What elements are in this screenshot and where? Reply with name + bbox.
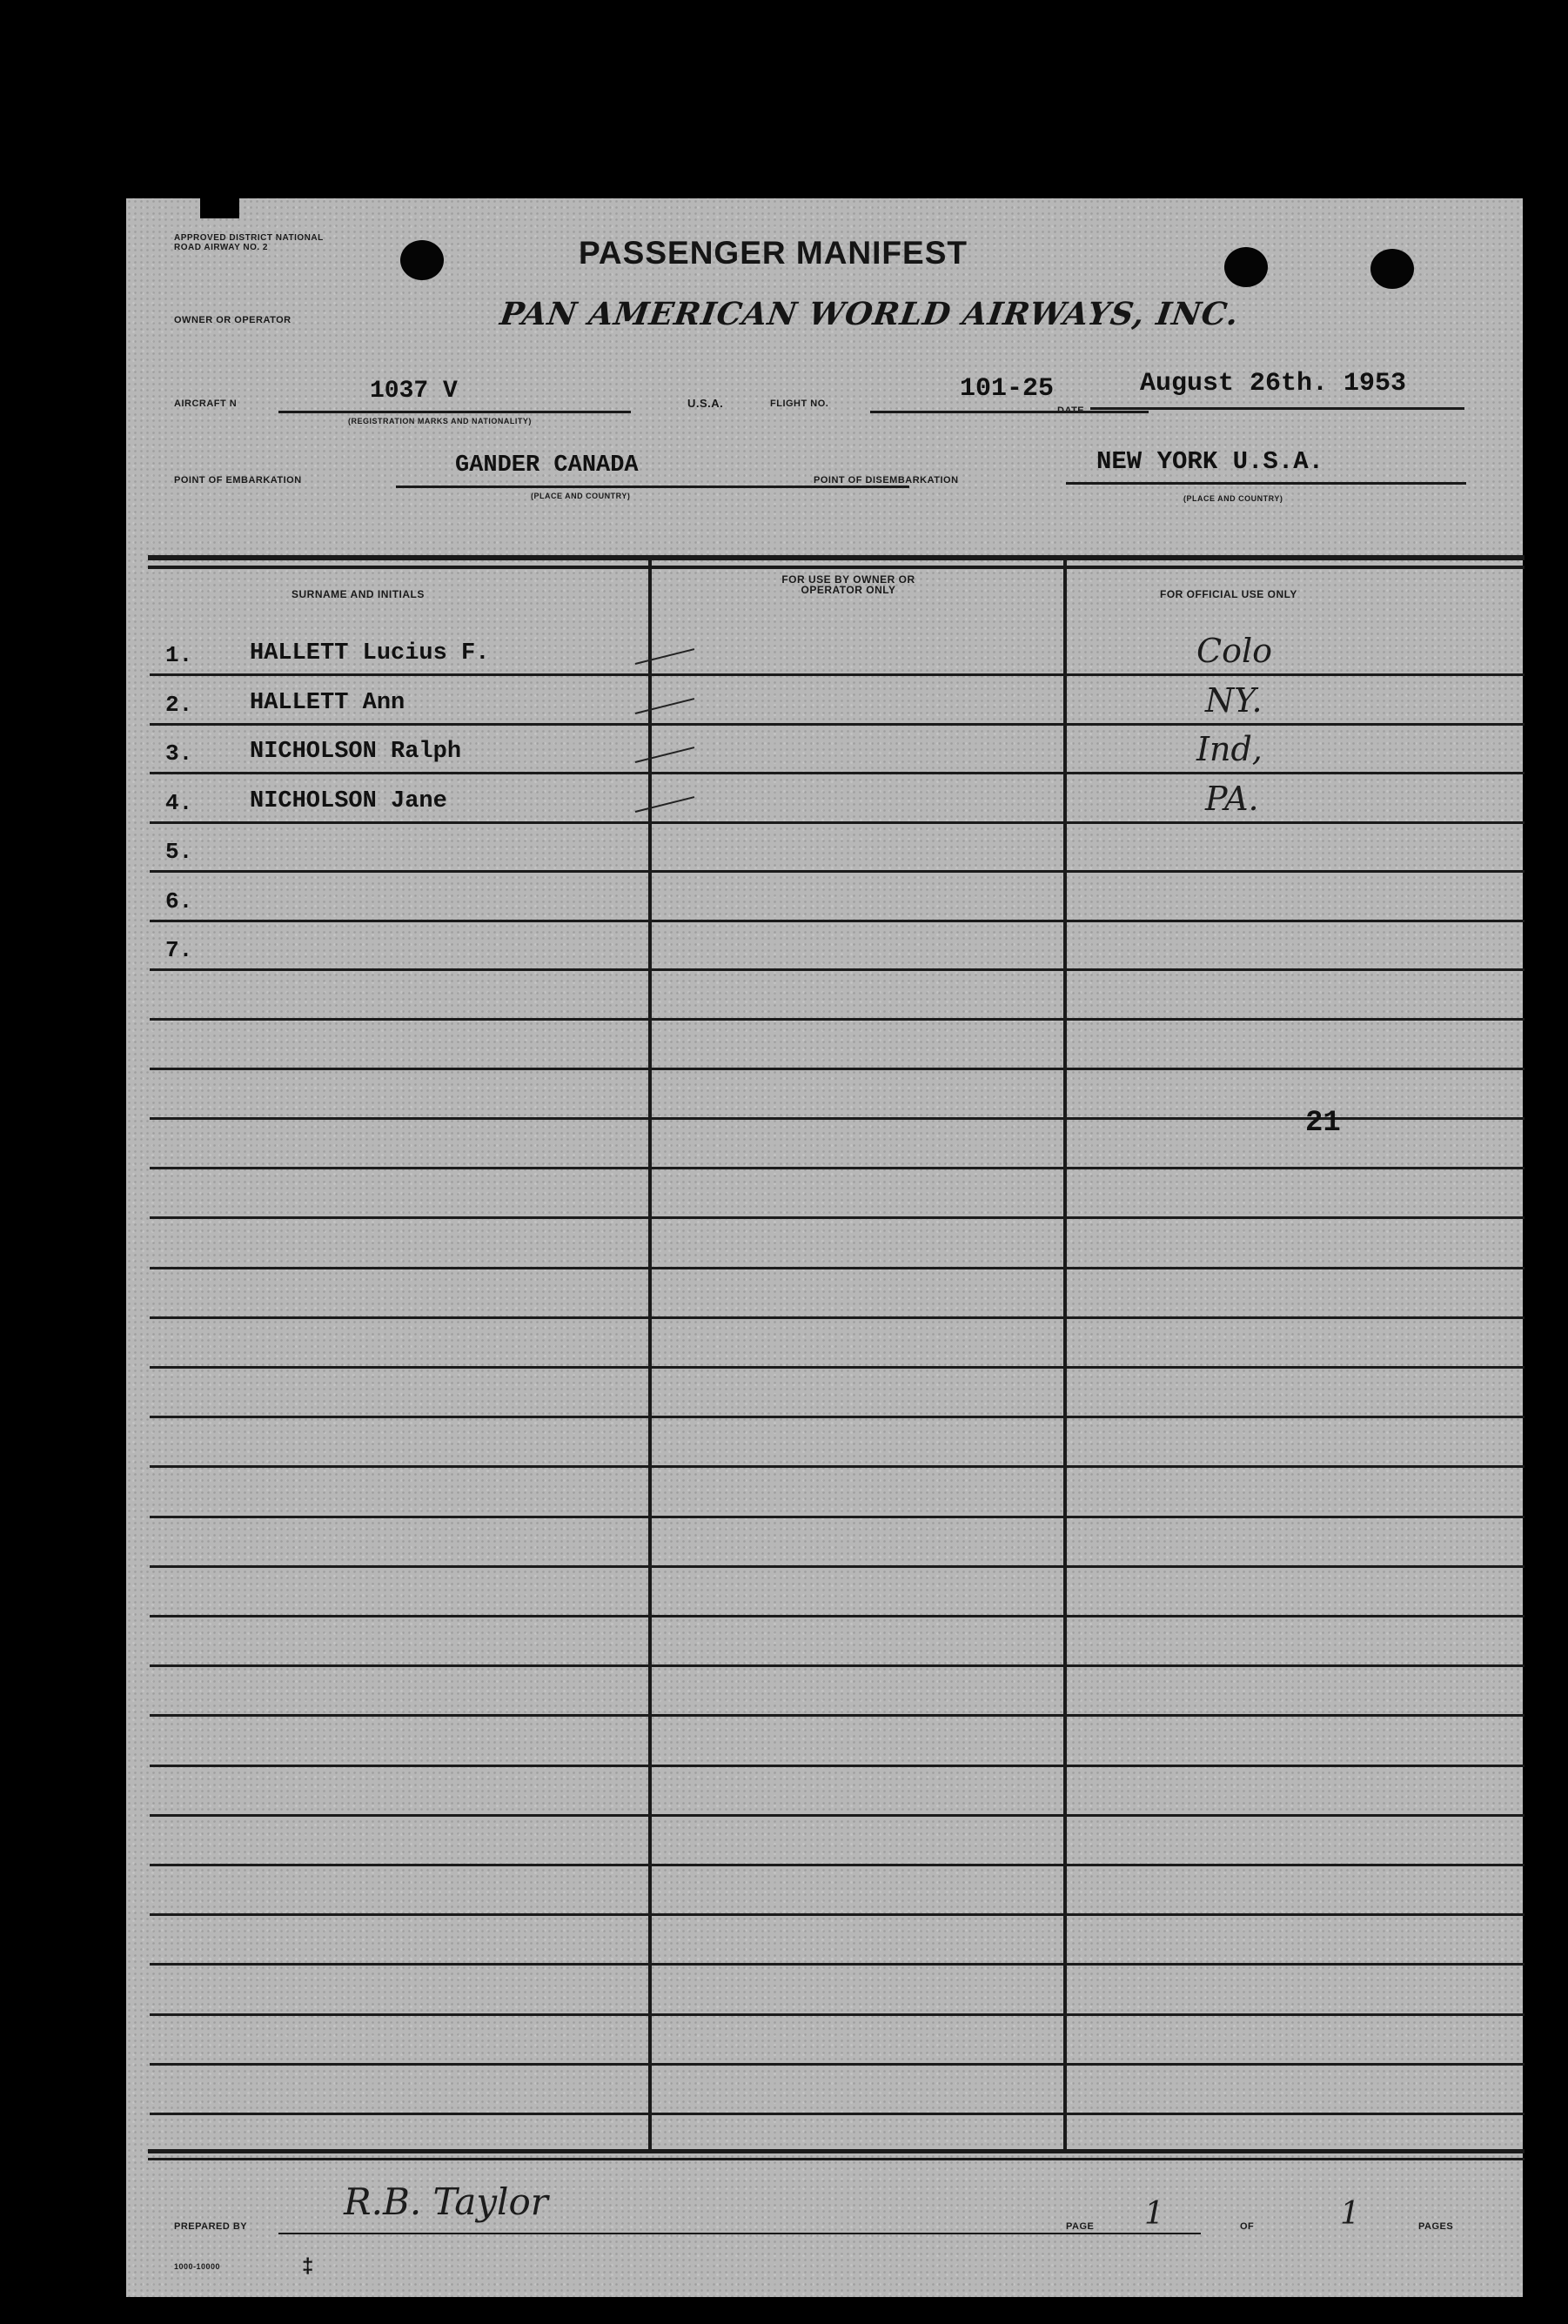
passenger-name: NICHOLSON Ralph (250, 739, 462, 765)
official-note: NY. (1205, 680, 1263, 720)
row-rule (150, 1516, 1524, 1518)
disembarkation-underline (1066, 482, 1466, 485)
punch-hole-right (1224, 247, 1268, 287)
aircraft-country: U.S.A. (687, 397, 724, 410)
official-note: Ind, (1196, 730, 1263, 768)
disembarkation-value: NEW YORK U.S.A. (1096, 447, 1324, 476)
row-rule (150, 1216, 1524, 1219)
row-rule (150, 1018, 1524, 1021)
passenger-name: HALLETT Lucius F. (250, 640, 490, 666)
embarkation-label: POINT OF EMBARKATION (174, 475, 302, 486)
embarkation-sublabel: (PLACE AND COUNTRY) (531, 492, 631, 500)
row-rule (150, 870, 1524, 873)
row-rule (150, 1963, 1524, 1966)
flight-underline (870, 411, 1149, 413)
aircraft-label: AIRCRAFT N (174, 398, 238, 409)
row-rule (150, 1714, 1524, 1717)
row-rule (150, 1765, 1524, 1767)
total-pages: 1 (1340, 2196, 1360, 2232)
row-rule (150, 2113, 1524, 2115)
row-rule (150, 772, 1524, 774)
date-underline (1090, 407, 1464, 410)
owner-check-mark (635, 698, 694, 714)
passenger-number: 4. (165, 789, 193, 816)
owner-label: OWNER OR OPERATOR (174, 315, 291, 325)
flight-label: FLIGHT NO. (770, 398, 829, 409)
column-header-owner: FOR USE BY OWNER OR OPERATOR ONLY (781, 573, 915, 596)
column-header-official: FOR OFFICIAL USE ONLY (1160, 588, 1297, 600)
table-top-border-2 (148, 566, 1524, 569)
punch-hole-left (400, 240, 444, 280)
pages-label: PAGES (1418, 2221, 1454, 2232)
row-rule (150, 1814, 1524, 1817)
owner-check-mark (635, 648, 694, 665)
official-note: Colo (1196, 632, 1272, 670)
passenger-number: 2. (165, 691, 193, 718)
passenger-number: 6. (165, 887, 193, 914)
row-rule (150, 1913, 1524, 1916)
signature: R.B. Taylor (344, 2180, 548, 2223)
page-label: PAGE (1066, 2221, 1095, 2232)
embarkation-underline (396, 486, 909, 488)
disembarkation-label: POINT OF DISEMBARKATION (814, 475, 959, 486)
row-rule (150, 1864, 1524, 1866)
official-note: PA. (1205, 779, 1259, 818)
form-mark: ‡ (302, 2254, 314, 2278)
aircraft-sublabel: (REGISTRATION MARKS AND NATIONALITY) (348, 417, 532, 425)
flight-value: 101-25 (960, 374, 1055, 404)
of-label: OF (1240, 2221, 1255, 2232)
row-rule (150, 821, 1524, 824)
embarkation-value: GANDER CANADA (455, 452, 639, 479)
approval-stamp: APPROVED DISTRICT NATIONAL ROAD AIRWAY NO. 2 (174, 233, 324, 252)
row-rule (150, 1316, 1524, 1319)
owner-check-mark (635, 747, 694, 763)
table-top-border (148, 555, 1524, 560)
row-rule (150, 1068, 1524, 1070)
manifest-sheet (126, 198, 1523, 2297)
table-bottom-border (148, 2149, 1524, 2153)
owner-value: PAN AMERICAN WORLD AIRWAYS, INC. (498, 296, 1242, 332)
row-rule (150, 920, 1524, 922)
aircraft-value: 1037 V (370, 378, 458, 405)
page-title: PASSENGER MANIFEST (579, 235, 968, 271)
torn-corner (200, 197, 239, 218)
passenger-number: 3. (165, 740, 193, 767)
page-number: 1 (1144, 2196, 1164, 2232)
date-label: DATE (1057, 405, 1085, 416)
row-rule (150, 723, 1524, 726)
passenger-number: 7. (165, 937, 193, 963)
date-value: August 26th. 1953 (1140, 369, 1407, 398)
form-code: 1000-10000 (174, 2262, 221, 2271)
row-rule (150, 2013, 1524, 2016)
stamp-number: 21 (1305, 1107, 1341, 1140)
row-rule (150, 1465, 1524, 1468)
passenger-name: HALLETT Ann (250, 689, 405, 716)
row-rule (150, 1416, 1524, 1418)
row-rule (150, 1267, 1524, 1269)
row-rule (150, 673, 1524, 676)
row-rule (150, 1366, 1524, 1369)
passenger-number: 5. (165, 839, 193, 865)
punch-hole-far-right (1370, 249, 1414, 289)
row-rule (150, 1167, 1524, 1169)
passenger-name: NICHOLSON Jane (250, 787, 447, 814)
disembarkation-sublabel: (PLACE AND COUNTRY) (1183, 494, 1283, 503)
prepared-by-underline (278, 2233, 1201, 2234)
prepared-by-label: PREPARED BY (174, 2221, 248, 2232)
row-rule (150, 1565, 1524, 1568)
column-header-names: SURNAME AND INITIALS (291, 588, 425, 600)
row-rule (150, 1615, 1524, 1617)
owner-check-mark (635, 796, 694, 813)
row-rule (150, 968, 1524, 971)
row-rule (150, 1664, 1524, 1667)
table-bottom-border-2 (148, 2158, 1524, 2160)
passenger-number: 1. (165, 642, 193, 668)
aircraft-underline (278, 411, 631, 413)
row-rule (150, 2063, 1524, 2066)
